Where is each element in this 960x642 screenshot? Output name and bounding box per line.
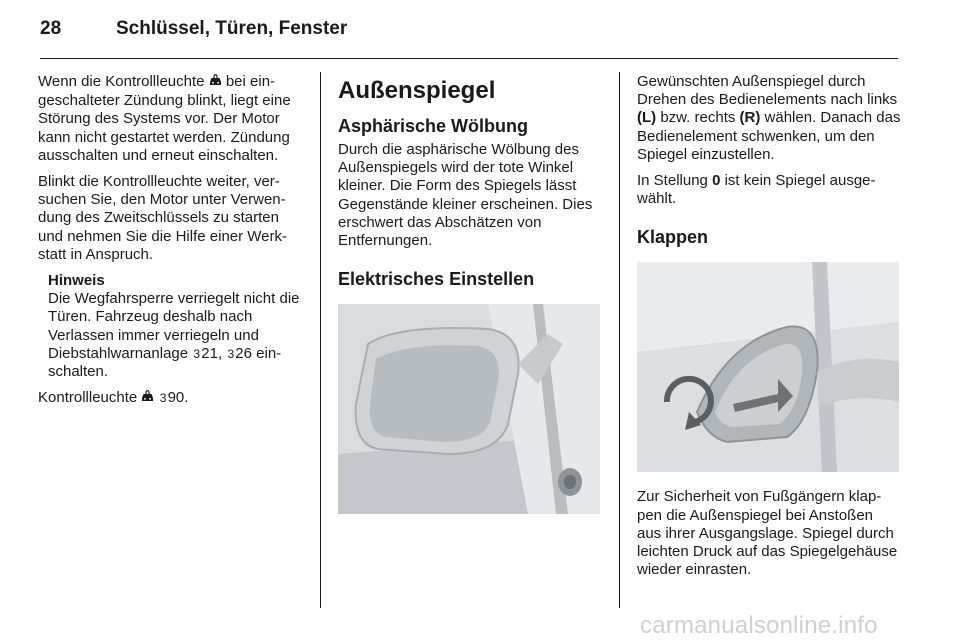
note-box xyxy=(38,272,303,381)
column-divider-2 xyxy=(619,72,620,608)
section-title: Außenspiegel xyxy=(338,77,496,104)
column-divider-1 xyxy=(320,72,321,608)
page-header xyxy=(40,18,347,48)
paragraph-position-zero: In Stellung 0 ist kein Spiegel ausgewählt. xyxy=(637,172,876,208)
car-lock-icon xyxy=(141,390,154,408)
column-1 xyxy=(38,73,303,416)
subsection-electric: Elektrisches Einstellen xyxy=(338,269,535,290)
paragraph-blinking: Blinkt die Kontrollleuchte weiter, versuchen Sie, den Motor unter Verwendung des Zweitschlüssels zu starten und nehmen Sie die Hilfe einer Werkstatt in Anspruch. xyxy=(38,173,288,263)
header-rule xyxy=(40,58,898,59)
paragraph-control-light: Kontrollleuchte 390. xyxy=(38,389,303,408)
watermark: carmanualsonline.info xyxy=(640,612,878,639)
page-reference-icon: 3 xyxy=(159,391,167,406)
car-lock-icon xyxy=(209,74,222,92)
reference-link[interactable]: 21, xyxy=(201,344,223,362)
paragraph-warning-light: Wenn die Kontrollleuchte bei eingeschalteter Zündung blinkt, liegt eine Störung des Systems vor. Der Motor kann nicht gestartet werden. Zündung ausschalten und erneut einschalten. xyxy=(38,73,291,164)
page-number: 28 xyxy=(40,18,62,39)
reference-link[interactable]: 26 einschalten. xyxy=(48,344,282,381)
column-3 xyxy=(637,73,901,587)
subsection-folding: Klappen xyxy=(637,227,709,248)
mirror-fold-illustration xyxy=(637,262,899,472)
page-reference-icon: 3 xyxy=(227,346,235,361)
paragraph-folding: Zur Sicherheit von Fußgängern klappen die Außenspiegel bei Anstoßen aus ihrer Ausgangslage. Spiegel durch leichten Druck auf das Spiegelgehäuse wieder einrasten. xyxy=(637,488,898,579)
page-reference-icon: 3 xyxy=(193,346,201,361)
column-2 xyxy=(338,73,602,514)
note-text: Die Wegfahrsperre verriegelt nicht die Türen. Fahrzeug deshalb nach Verlassen immer verriegeln und Diebstahlwarnanlage 321, 326 einschalten. xyxy=(48,290,300,381)
note-title: Hinweis xyxy=(48,272,105,290)
mirror-adjust-illustration xyxy=(338,304,600,514)
subsection-title: Asphärische Wölbung xyxy=(338,116,529,136)
paragraph-select-mirror: Gewünschten Außenspiegel durch Drehen des Bedienelements nach links (L) bzw. rechts (R) wählen. Danach das Bedienelement schwenken, um den Spiegel einzustellen. xyxy=(637,73,901,163)
reference-link[interactable]: 90. xyxy=(167,389,189,407)
paragraph-asphere: Durch die asphärische Wölbung des Außenspiegels wird der tote Winkel kleiner. Die Form des Spiegels lässt Gegenstände kleiner erscheinen. Dies erschwert das Abschätzen von Entfernungen. xyxy=(338,141,593,250)
chapter-title: Schlüssel, Türen, Fenster xyxy=(116,18,348,39)
